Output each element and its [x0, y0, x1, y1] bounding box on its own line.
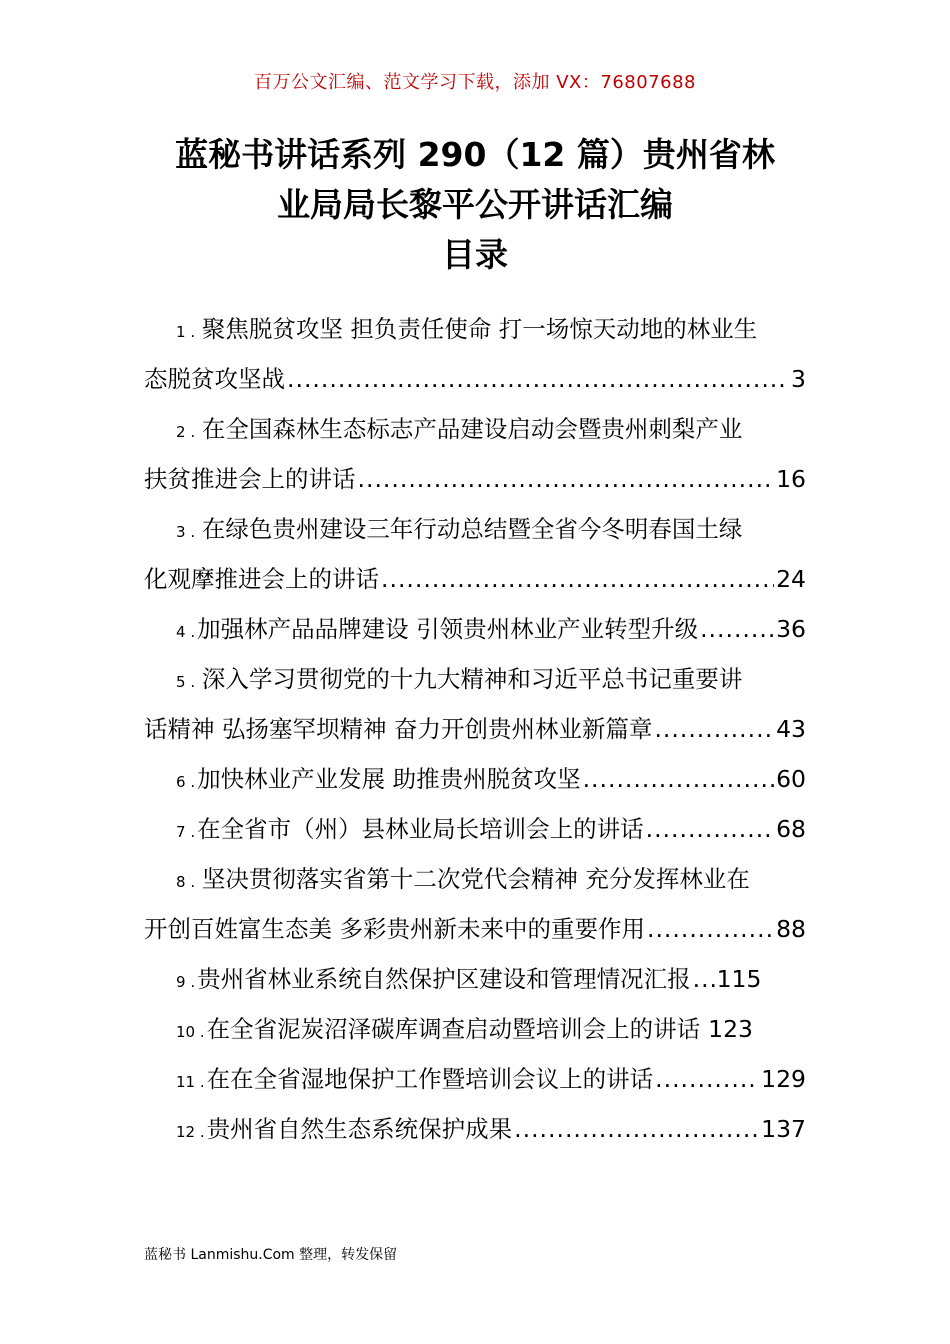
document-title: [0, 130, 950, 280]
leader-dots: [700, 604, 774, 654]
toc-entry-9[interactable]: [144, 954, 806, 1004]
toc-entry-number: 1 .: [176, 323, 200, 341]
toc-entry-number: 7 .: [176, 823, 196, 841]
toc-entry-8-line-2[interactable]: [144, 904, 806, 954]
toc-page-number: 60: [776, 765, 806, 793]
toc-entry-number: 8 .: [176, 873, 200, 891]
toc-entry-title: 坚决贯彻落实省第十二次党代会精神 充分发挥林业在: [201, 865, 750, 893]
toc-entry-title: 聚焦脱贫攻坚 担负责任使命 打一场惊天动地的林业生: [201, 315, 758, 343]
leader-dots: [514, 1104, 759, 1154]
toc-entry-title: 在绿色贵州建设三年行动总结暨全省今冬明春国土绿: [201, 515, 743, 543]
title-line-2: 业局局长黎平公开讲话汇编: [277, 185, 673, 224]
header-note: 百万公文汇编、范文学习下载，添加 VX：76807688: [254, 72, 696, 93]
toc-entry-number: 2 .: [176, 423, 200, 441]
toc-page-number: 3: [791, 365, 806, 393]
toc-page-number: 68: [776, 815, 806, 843]
leader-dots: [646, 804, 775, 854]
toc-entry-title: 在全国森林生态标志产品建设启动会暨贵州刺梨产业: [201, 415, 743, 443]
toc-entry-4[interactable]: [144, 604, 806, 654]
toc-entry-title-cont: 开创百姓富生态美 多彩贵州新未来中的重要作用: [144, 915, 645, 943]
toc-entry-number: 11 .: [176, 1073, 205, 1091]
toc-entry-title: 深入学习贯彻党的十九大精神和习近平总书记重要讲: [201, 665, 743, 693]
toc-entry-title-cont: 话精神 弘扬塞罕坝精神 奋力开创贵州林业新篇章: [144, 715, 653, 743]
toc-entry-number: 12 .: [176, 1123, 205, 1141]
toc-entry-8-line-1[interactable]: [144, 854, 806, 904]
table-of-contents: [144, 304, 806, 1154]
leader-dots: [693, 954, 715, 1004]
toc-entry-title: 贵州省林业系统自然保护区建设和管理情况汇报: [197, 965, 691, 993]
toc-entry-number: 3 .: [176, 523, 200, 541]
toc-entry-number: 10 .: [176, 1023, 205, 1041]
leader-dots: [381, 554, 774, 604]
toc-page-number: 16: [776, 465, 806, 493]
leader-dots: [287, 354, 789, 404]
toc-page-number: 123: [708, 1015, 753, 1043]
toc-entry-title: 加强林产品品牌建设 引领贵州林业产业转型升级: [197, 615, 699, 643]
footer-note: 蓝秘书 Lanmishu.Com 整理，转发保留: [144, 1247, 398, 1263]
toc-entry-12[interactable]: [144, 1104, 806, 1154]
toc-entry-2-line-1[interactable]: [144, 404, 806, 454]
toc-entry-number: 4 .: [176, 623, 196, 641]
toc-heading: 目录: [442, 235, 508, 274]
toc-entry-title: 在全省市（州）县林业局长培训会上的讲话: [197, 815, 644, 843]
toc-entry-number: 9 .: [176, 973, 196, 991]
toc-entry-5-line-1[interactable]: [144, 654, 806, 704]
toc-entry-6[interactable]: [144, 754, 806, 804]
toc-page-number: 24: [776, 565, 806, 593]
toc-entry-title: 加快林业产业发展 助推贵州脱贫攻坚: [197, 765, 581, 793]
toc-entry-title-cont: 扶贫推进会上的讲话: [144, 465, 356, 493]
toc-entry-title-cont: 态脱贫攻坚战: [144, 365, 285, 393]
toc-entry-title: 在在全省湿地保护工作暨培训会议上的讲话: [206, 1065, 654, 1093]
toc-entry-3-line-2[interactable]: [144, 554, 806, 604]
toc-entry-3-line-1[interactable]: [144, 504, 806, 554]
toc-entry-2-line-2[interactable]: [144, 454, 806, 504]
toc-page-number: 43: [776, 715, 806, 743]
leader-dots: [654, 704, 774, 754]
toc-page-number: 115: [716, 965, 762, 993]
toc-page-number: 88: [776, 915, 806, 943]
toc-page-number: 137: [761, 1115, 806, 1143]
toc-entry-11[interactable]: [144, 1054, 806, 1104]
toc-entry-number: 5 .: [176, 673, 200, 691]
toc-entry-1-line-2[interactable]: [144, 354, 806, 404]
toc-entry-title: 在全省泥炭沼泽碳库调查启动暨培训会上的讲话: [206, 1015, 701, 1043]
leader-dots: [647, 904, 774, 954]
leader-dots: [655, 1054, 759, 1104]
toc-entry-10[interactable]: [144, 1004, 806, 1054]
leader-dots: [358, 454, 775, 504]
toc-entry-title-cont: 化观摩推进会上的讲话: [144, 565, 379, 593]
toc-page-number: 36: [776, 615, 806, 643]
toc-entry-7[interactable]: [144, 804, 806, 854]
toc-entry-title: 贵州省自然生态系统保护成果: [206, 1115, 513, 1143]
leader-dots: [583, 754, 775, 804]
toc-entry-1-line-1[interactable]: [144, 304, 806, 354]
toc-entry-5-line-2[interactable]: [144, 704, 806, 754]
title-line-1: 蓝秘书讲话系列 290（12 篇）贵州省林: [175, 135, 775, 174]
toc-page-number: 129: [761, 1065, 806, 1093]
toc-entry-number: 6 .: [176, 773, 196, 791]
